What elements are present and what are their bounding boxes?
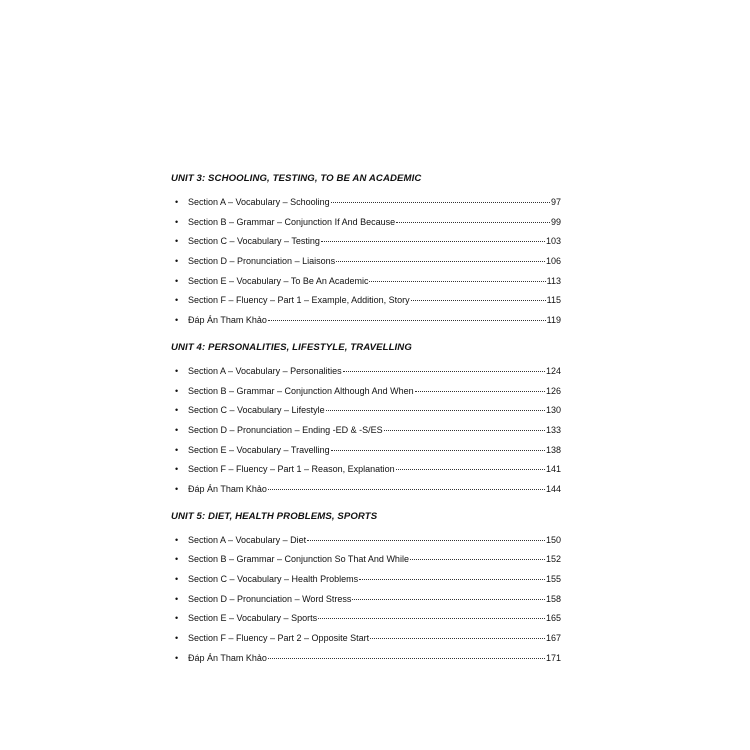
dot-leader	[415, 381, 545, 392]
toc-entry[interactable]	[171, 649, 561, 669]
toc-entry[interactable]	[171, 590, 561, 610]
toc-entry[interactable]	[171, 272, 561, 292]
entry-label: Section E – Vocabulary – Travelling	[188, 444, 330, 455]
bullet-icon: •	[175, 236, 179, 247]
page-number: 119	[546, 315, 561, 326]
dot-leader	[370, 628, 545, 639]
dot-leader	[369, 271, 545, 282]
entry-label: Section C – Vocabulary – Health Problems	[188, 574, 359, 584]
dot-leader	[326, 400, 545, 411]
entry-label: Section B – Grammar – Conjunction So That And While	[188, 554, 409, 565]
toc-entry[interactable]	[171, 193, 561, 213]
toc-entry-list	[171, 193, 561, 331]
toc-entry[interactable]	[171, 232, 561, 252]
page-number: 150	[545, 534, 561, 545]
toc-entry[interactable]	[171, 421, 561, 441]
entry-label: Section B – Grammar – Conjunction Although And When	[188, 385, 414, 396]
page-number: 124	[545, 365, 561, 376]
page-number: 171	[545, 652, 561, 663]
toc-entry[interactable]	[171, 213, 561, 233]
entry-label: Đáp Án Tham Khảo	[188, 315, 267, 326]
page-number: 138	[545, 444, 561, 455]
toc-entry[interactable]	[171, 252, 561, 272]
toc-entry[interactable]	[171, 311, 561, 331]
dot-leader	[343, 361, 545, 372]
entry-label: Section A – Vocabulary – Personalities	[188, 365, 342, 376]
bullet-icon: •	[175, 365, 179, 376]
bullet-icon: •	[175, 197, 179, 207]
dot-leader	[331, 440, 545, 451]
entry-label: Section E – Vocabulary – Sports	[188, 613, 318, 624]
dot-leader	[396, 212, 550, 223]
dot-leader	[411, 290, 546, 301]
dot-leader	[396, 459, 545, 470]
page-number: 113	[546, 275, 561, 286]
page-number: 97	[550, 197, 561, 207]
toc-entry[interactable]	[171, 629, 561, 649]
dot-leader	[352, 589, 545, 600]
dot-leader	[336, 251, 545, 262]
toc-entry[interactable]	[171, 382, 561, 402]
entry-label: Section F – Fluency – Part 1 – Reason, Explanation	[188, 464, 395, 475]
page-number: 126	[545, 385, 561, 396]
page-number: 141	[545, 464, 561, 475]
bullet-icon: •	[175, 593, 179, 604]
toc-entry[interactable]	[171, 362, 561, 382]
dot-leader	[268, 479, 545, 490]
toc-entry[interactable]	[171, 531, 561, 551]
bullet-icon: •	[175, 295, 179, 306]
page-number: 144	[545, 483, 561, 494]
bullet-icon: •	[175, 613, 179, 624]
page-number: 158	[545, 593, 561, 604]
entry-label: Section D – Pronunciation – Word Stress	[188, 593, 352, 604]
page-number: 115	[546, 295, 561, 306]
dot-leader	[318, 608, 545, 619]
bullet-icon: •	[175, 256, 179, 267]
unit-title: UNIT 5: DIET, HEALTH PROBLEMS, SPORTS	[171, 510, 378, 522]
unit-title: UNIT 4: PERSONALITIES, LIFESTYLE, TRAVELLING	[171, 341, 412, 353]
entry-label: Section F – Fluency – Part 2 – Opposite Start	[188, 633, 370, 644]
dot-leader	[410, 549, 545, 560]
toc-entry[interactable]	[171, 291, 561, 311]
dot-leader	[268, 310, 546, 321]
toc-entry-list	[171, 362, 561, 500]
bullet-icon: •	[175, 385, 179, 396]
toc-entry[interactable]	[171, 460, 561, 480]
page-number: 103	[545, 236, 561, 247]
page-number: 165	[545, 613, 561, 624]
table-of-contents	[171, 171, 561, 677]
entry-label: Section A – Vocabulary – Diet	[188, 534, 307, 545]
entry-label: Section E – Vocabulary – To Be An Academic	[188, 275, 369, 286]
entry-label: Section A – Vocabulary – Schooling	[188, 197, 330, 207]
entry-label: Section D – Pronunciation – Liaisons	[188, 256, 336, 267]
toc-entry[interactable]	[171, 480, 561, 500]
unit-3-section	[171, 171, 561, 331]
bullet-icon: •	[175, 483, 179, 494]
entry-label: Section C – Vocabulary – Testing	[188, 236, 320, 247]
dot-leader	[268, 648, 545, 659]
page-number: 130	[545, 405, 561, 416]
toc-entry[interactable]	[171, 401, 561, 421]
page-number: 133	[545, 424, 561, 435]
page-number: 167	[545, 633, 561, 644]
page-number: 106	[545, 256, 561, 267]
bullet-icon: •	[175, 464, 179, 475]
entry-label: Section B – Grammar – Conjunction If And Because	[188, 216, 396, 227]
dot-leader	[384, 420, 545, 431]
dot-leader	[359, 569, 545, 580]
entry-label: Section D – Pronunciation – Ending -ED & -S/ES	[188, 424, 383, 435]
unit-4-section	[171, 340, 561, 500]
entry-label: Section F – Fluency – Part 1 – Example, Addition, Story	[188, 295, 410, 306]
bullet-icon: •	[175, 405, 179, 416]
toc-entry[interactable]	[171, 609, 561, 629]
bullet-icon: •	[175, 574, 179, 584]
page-number: 152	[545, 554, 561, 565]
bullet-icon: •	[175, 275, 179, 286]
bullet-icon: •	[175, 554, 179, 565]
unit-title: UNIT 3: SCHOOLING, TESTING, TO BE AN ACADEMIC	[171, 173, 422, 184]
toc-entry[interactable]	[171, 570, 561, 590]
dot-leader	[307, 530, 545, 541]
bullet-icon: •	[175, 424, 179, 435]
bullet-icon: •	[175, 216, 179, 227]
toc-entry[interactable]	[171, 441, 561, 461]
toc-entry[interactable]	[171, 550, 561, 570]
entry-label: Đáp Án Tham Khảo	[188, 652, 267, 663]
dot-leader	[331, 192, 550, 203]
unit-5-section	[171, 509, 561, 669]
entry-label: Section C – Vocabulary – Lifestyle	[188, 405, 325, 416]
bullet-icon: •	[175, 315, 179, 326]
toc-entry-list	[171, 531, 561, 669]
page-number: 155	[545, 574, 561, 584]
bullet-icon: •	[175, 652, 179, 663]
entry-label: Đáp Án Tham Khảo	[188, 483, 267, 494]
bullet-icon: •	[175, 633, 179, 644]
dot-leader	[321, 231, 545, 242]
page-number: 99	[550, 216, 561, 227]
bullet-icon: •	[175, 444, 179, 455]
bullet-icon: •	[175, 534, 179, 545]
